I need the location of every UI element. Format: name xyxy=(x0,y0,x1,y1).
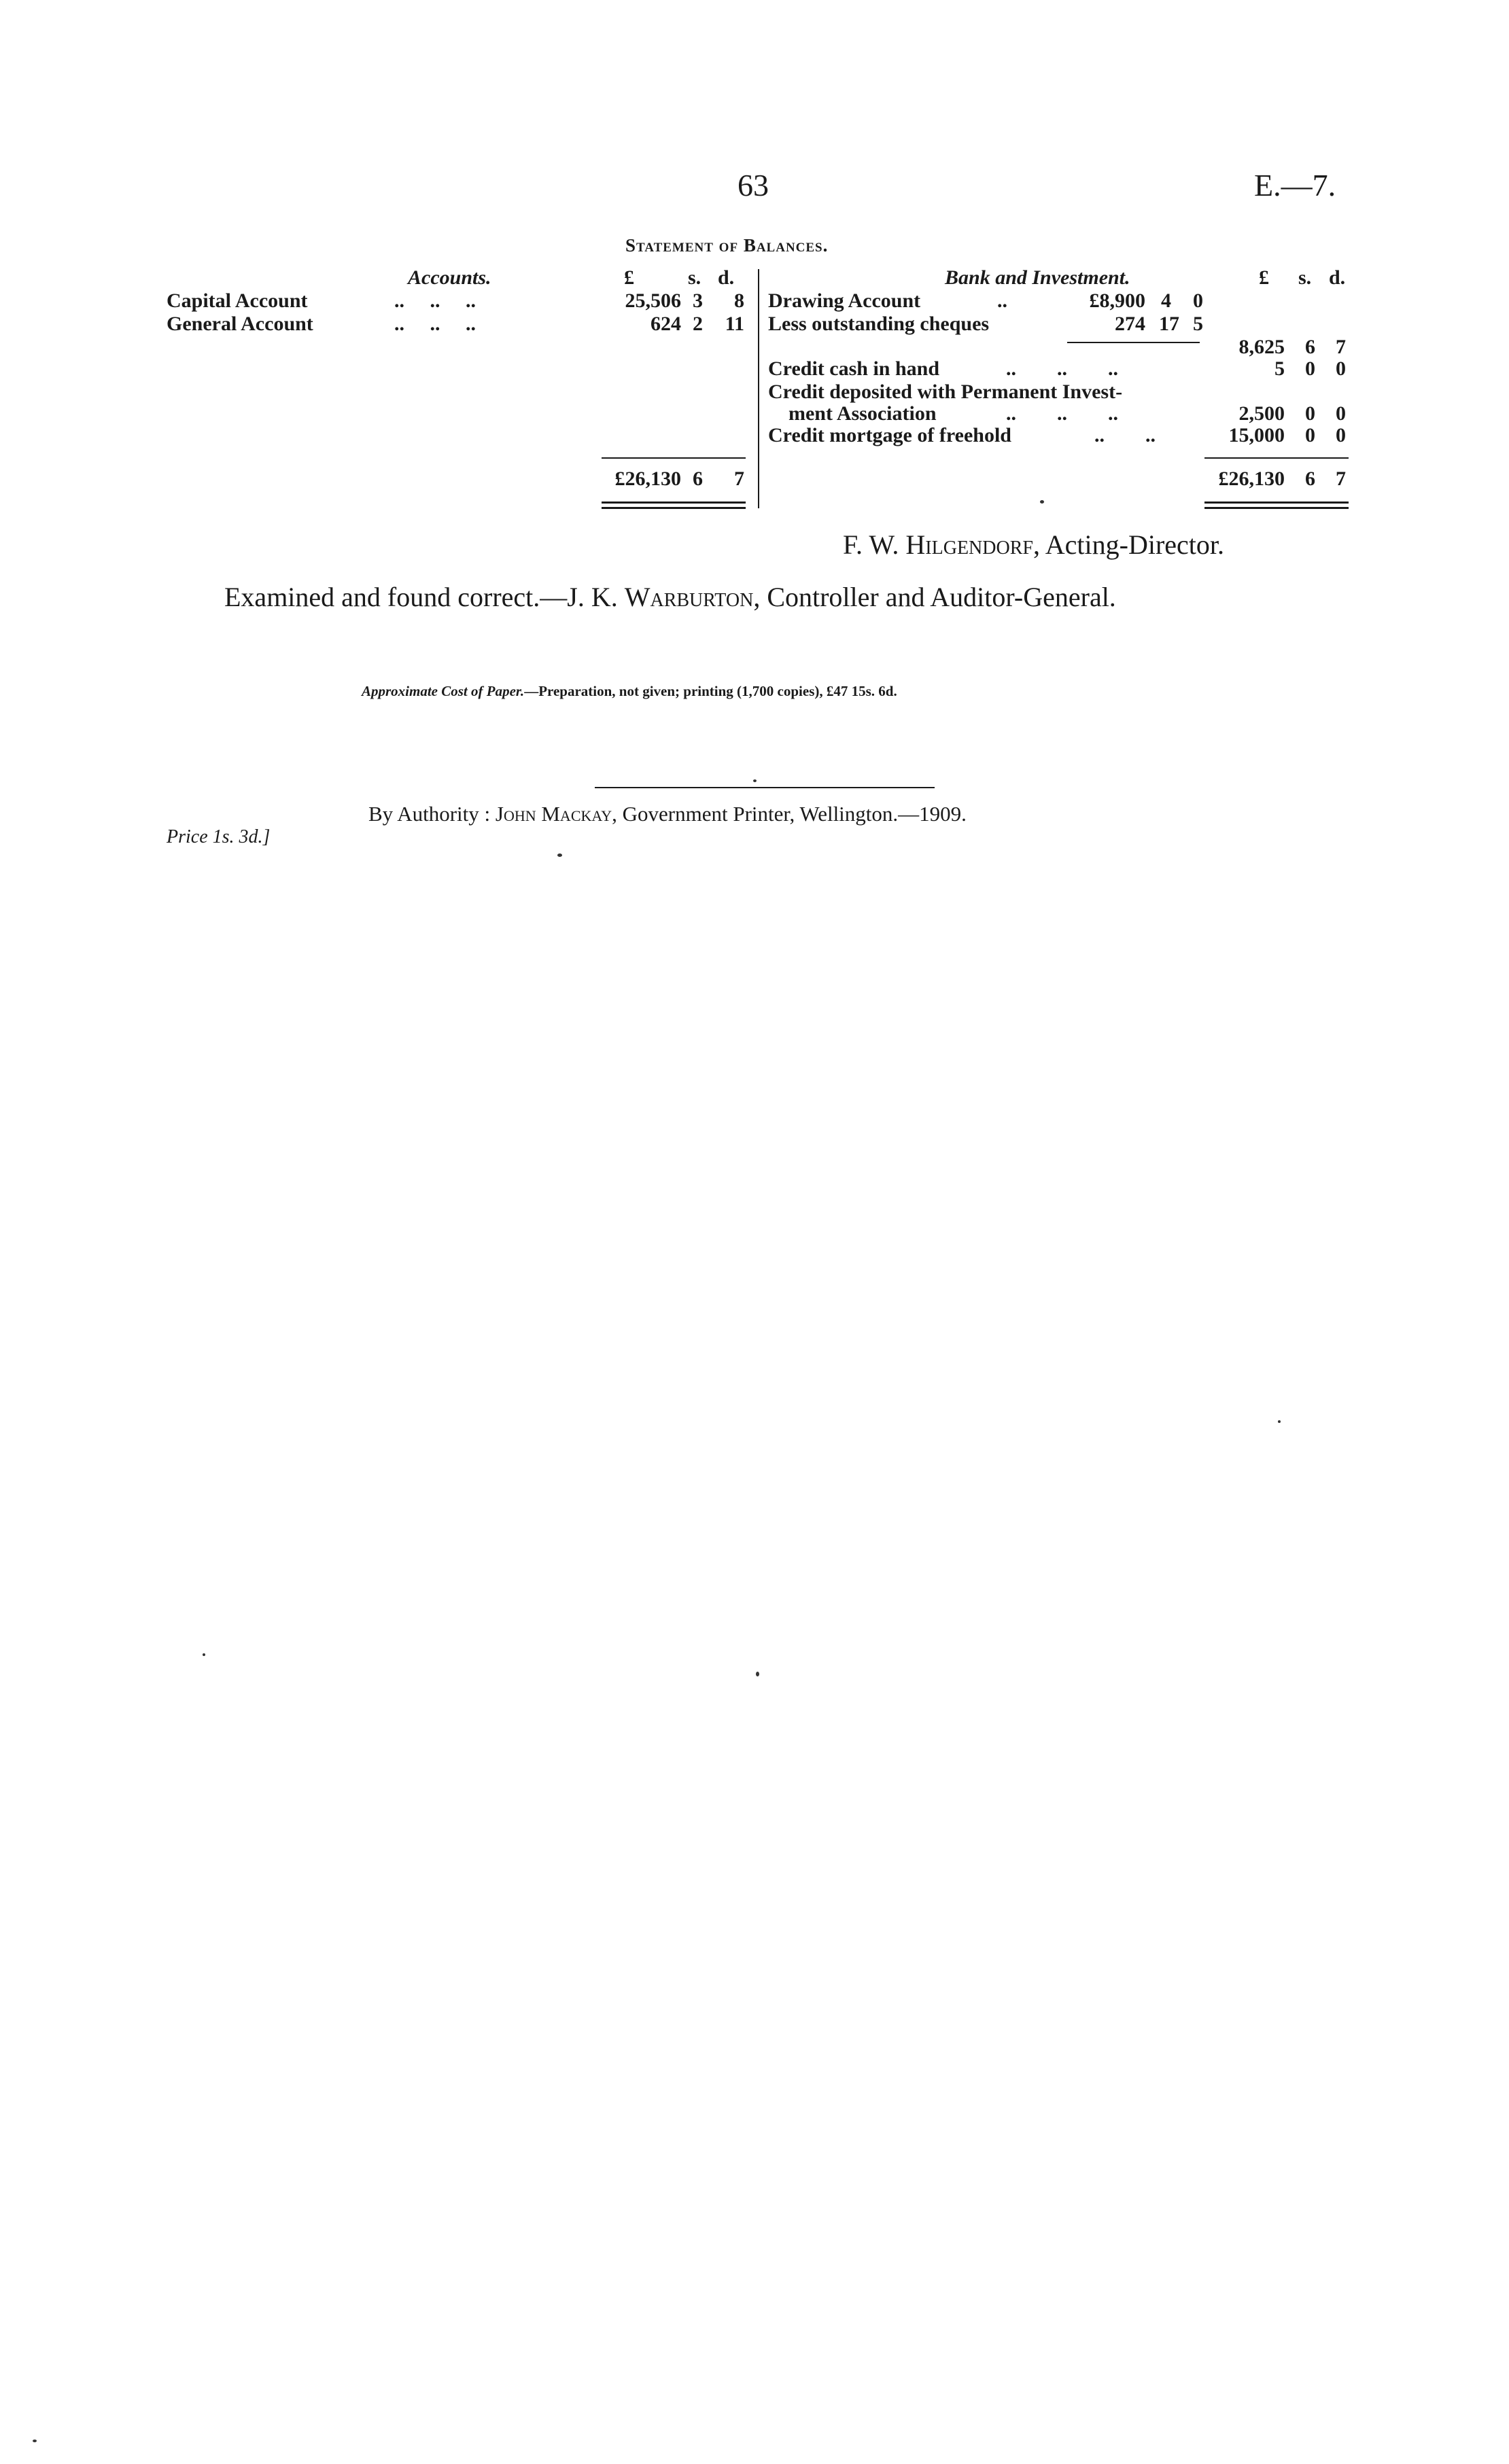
row-label: Credit cash in hand xyxy=(768,357,940,380)
column-divider xyxy=(758,269,759,508)
row-pound: 8,625 xyxy=(1238,336,1285,358)
total-double-rule-top xyxy=(602,501,746,504)
row-s: 0 xyxy=(1305,424,1315,446)
row-label: General Account xyxy=(167,313,313,335)
examined-suffix: , Controller and Auditor-General. xyxy=(753,582,1116,612)
total-double-rule-bottom xyxy=(602,507,746,509)
row-label: Credit mortgage of freehold xyxy=(768,424,1011,446)
subtotal-rule xyxy=(1067,342,1200,343)
imprint-rule xyxy=(595,787,935,788)
accounts-col-d: d. xyxy=(718,266,735,289)
row-pound: 15,000 xyxy=(1228,424,1285,446)
accounts-heading: Accounts. xyxy=(408,266,491,289)
statement-title: Statement of Balances. xyxy=(625,235,829,256)
total-s: 6 xyxy=(693,468,703,490)
row-leaders: .. .. .. xyxy=(1006,357,1118,380)
total-s: 6 xyxy=(1305,468,1315,490)
total-pound: £26,130 xyxy=(614,468,681,490)
scan-speck xyxy=(753,779,757,782)
examined-name: Warburton xyxy=(624,582,754,612)
bank-col-d: d. xyxy=(1329,266,1346,289)
signature-name: Hilgendorf xyxy=(905,529,1033,560)
row-s: 0 xyxy=(1305,402,1315,425)
imprint-line xyxy=(368,802,967,826)
row-d: 7 xyxy=(1336,336,1346,358)
scan-speck xyxy=(756,1672,759,1676)
scan-speck xyxy=(33,2440,37,2442)
page-number: 63 xyxy=(738,168,769,203)
row-leaders: .. xyxy=(997,289,1007,312)
signature-initials: F. W. xyxy=(843,529,906,560)
row-leaders: .. .. xyxy=(1094,424,1156,446)
scan-speck xyxy=(557,853,562,857)
row-s: 2 xyxy=(693,313,703,335)
cost-of-paper xyxy=(362,683,897,700)
total-d: 7 xyxy=(1336,468,1346,490)
row-d: 5 xyxy=(1193,313,1203,335)
imprint-prefix: By Authority : xyxy=(368,802,496,826)
cost-label: Approximate Cost of Paper. xyxy=(362,683,525,699)
row-pound: 624 xyxy=(651,313,681,335)
bank-col-s: s. xyxy=(1298,266,1312,289)
total-double-rule-top xyxy=(1204,501,1349,504)
row-label: Capital Account xyxy=(167,289,308,312)
price-note: Price 1s. 3d.] xyxy=(167,826,271,847)
row-label: Drawing Account xyxy=(768,289,921,312)
imprint-name: John Mackay xyxy=(495,802,612,826)
signature-line xyxy=(843,529,1224,561)
row-leaders: .. .. .. xyxy=(394,289,476,312)
total-rule xyxy=(1204,457,1349,459)
row-d: 0 xyxy=(1336,357,1346,380)
row-pound: 5 xyxy=(1274,357,1285,380)
row-s: 6 xyxy=(1305,336,1315,358)
bank-col-pound: £ xyxy=(1259,266,1269,289)
total-rule xyxy=(602,457,746,459)
accounts-col-s: s. xyxy=(688,266,701,289)
scan-speck xyxy=(203,1653,205,1656)
row-pound: £8,900 xyxy=(1089,289,1145,312)
row-label: Credit deposited with Permanent Invest- xyxy=(768,381,1123,403)
row-d: 0 xyxy=(1193,289,1203,312)
total-pound: £26,130 xyxy=(1218,468,1285,490)
bank-heading: Bank and Investment. xyxy=(945,266,1130,289)
row-label: Less outstanding cheques xyxy=(768,313,990,335)
row-leaders: .. .. .. xyxy=(1006,402,1118,425)
signature-title: , Acting-Director. xyxy=(1033,529,1225,560)
series-code: E.—7. xyxy=(1254,168,1336,203)
total-d: 7 xyxy=(734,468,744,490)
total-double-rule-bottom xyxy=(1204,507,1349,509)
row-pound: 2,500 xyxy=(1238,402,1285,425)
row-s: 4 xyxy=(1161,289,1171,312)
row-d: 0 xyxy=(1336,402,1346,425)
row-d: 8 xyxy=(734,289,744,312)
scan-speck xyxy=(1278,1420,1281,1423)
row-s: 17 xyxy=(1159,313,1179,335)
imprint-suffix: , Government Printer, Wellington.—1909. xyxy=(612,802,967,826)
row-d: 0 xyxy=(1336,424,1346,446)
row-leaders: .. .. .. xyxy=(394,313,476,335)
row-pound: 274 xyxy=(1115,313,1145,335)
scan-speck xyxy=(1040,500,1044,504)
accounts-col-pound: £ xyxy=(624,266,634,289)
row-pound: 25,506 xyxy=(625,289,681,312)
row-s: 3 xyxy=(693,289,703,312)
row-label-continued: ment Association xyxy=(788,402,937,425)
cost-text: —Preparation, not given; printing (1,700 copies), £47 15s. 6d. xyxy=(524,683,897,699)
row-s: 0 xyxy=(1305,357,1315,380)
row-d: 11 xyxy=(725,313,744,335)
examined-prefix: Examined and found correct.—J. K. xyxy=(224,582,625,612)
examined-line xyxy=(224,581,1116,613)
